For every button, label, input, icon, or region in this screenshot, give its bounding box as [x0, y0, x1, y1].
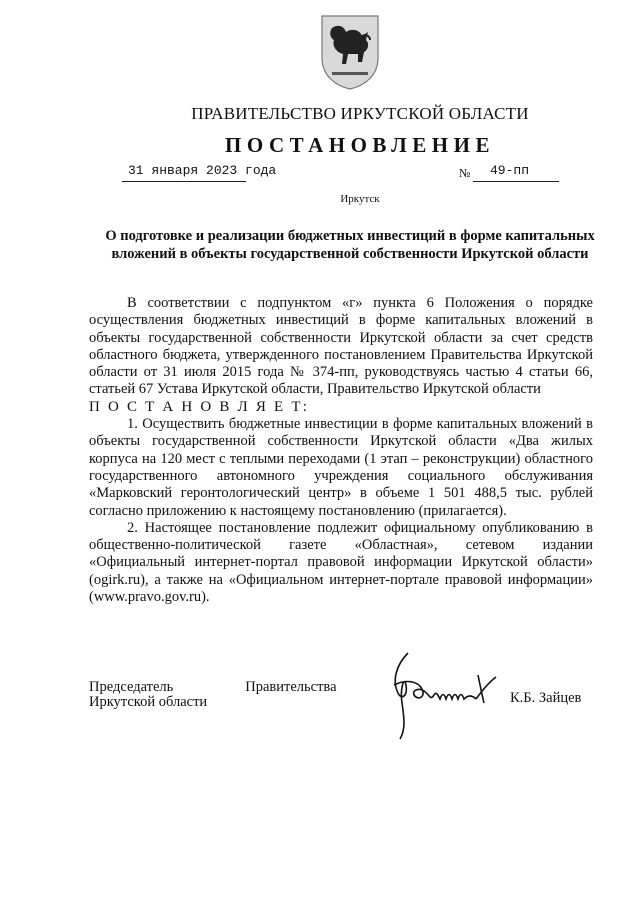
position-word-chairman: Председатель — [89, 679, 174, 695]
signatory-position — [89, 680, 337, 710]
handwritten-signature — [378, 645, 508, 745]
position-word-government: Правительства — [245, 679, 337, 695]
number-underline — [473, 181, 559, 182]
city-label: Иркутск — [340, 193, 380, 205]
item-2-paragraph: 2. Настоящее постановление подлежит официальному опубликованию в общественно-политической газете «Областная», сетевом издании «Официальный интернет-портал правовой информации Иркутской области» (ogirk.ru), а также на «Официальном интернет-портале правовой информации» (www.pravo.gov.ru). — [89, 519, 593, 606]
date-underline — [122, 181, 246, 182]
document-number: 49-пп — [490, 163, 530, 178]
document-type-heading: ПОСТАНОВЛЕНИЕ — [225, 133, 495, 157]
resolves-heading: П О С Т А Н О В Л Я Е Т: — [89, 398, 310, 415]
decree-body — [89, 295, 593, 606]
item-1-paragraph: 1. Осуществить бюджетные инвестиции в форме капитальных вложений в объекты государственной собственности Иркутской области «Два жилых корпуса на 120 мест с теплыми переходами (1 этап – реконструкции) областного государственного автономного учреждения социального обслуживания «Марковский геронтологический центр» в объеме 1 501 488,5 тыс. рублей согласно приложению к настоящему постановлению (прилагается). — [89, 416, 593, 519]
number-sign: № — [459, 166, 471, 180]
position-region: Иркутской области — [89, 694, 208, 710]
government-name: ПРАВИТЕЛЬСТВО ИРКУТСКОЙ ОБЛАСТИ — [191, 104, 529, 123]
decree-title: О подготовке и реализации бюджетных инвестиций в форме капитальных вложений в объекты государственной собственности Иркутской области — [105, 228, 595, 262]
coat-of-arms-emblem — [318, 14, 382, 90]
preamble-paragraph: В соответствии с подпунктом «г» пункта 6 Положения о порядке осуществления бюджетных инвестиций в форме капитальных вложений в объекты государственной собственности Иркутской области за счет средств областного бюджета, утвержденного постановлением Правительства Иркутской области от 31 июля 2015 года № 374-пп, руководствуясь частью 4 статьи 66, статьей 67 Устава Иркутской области, Правительство Иркутской области — [89, 295, 593, 398]
signer-name: К.Б. Зайцев — [510, 690, 582, 706]
document-date: 31 января 2023 года — [128, 163, 277, 178]
